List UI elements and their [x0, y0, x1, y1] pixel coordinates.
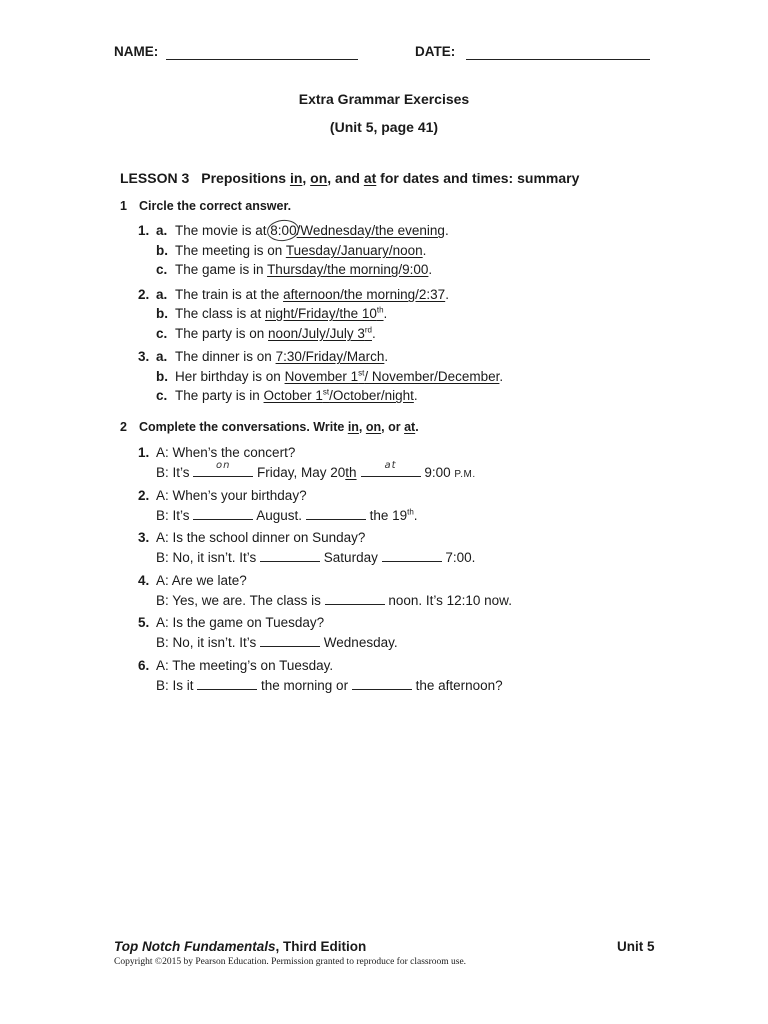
speaker-b-text: the afternoon? — [411, 678, 503, 693]
conversation-line-b — [156, 676, 503, 693]
item-letter: a. — [156, 349, 168, 364]
speaker-b-text: B: It’s — [156, 465, 194, 480]
word-on: on — [310, 170, 328, 186]
item-letter: c. — [156, 388, 168, 403]
answer-blank[interactable] — [352, 676, 412, 690]
word-in: in — [347, 420, 359, 434]
speaker-a-text: A: Is the game on Tuesday? — [156, 615, 325, 630]
book-edition: , Third Edition — [275, 939, 367, 954]
conversation-line-b — [156, 548, 475, 565]
footer-unit: Unit 5 — [617, 939, 655, 954]
item-stem: The meeting is on — [175, 243, 286, 258]
word-at: at — [404, 420, 416, 434]
punctuation: . — [445, 287, 449, 302]
punctuation: . — [444, 223, 449, 238]
copyright-notice: Copyright ©2015 by Pearson Education. Permission granted to reproduce for classroom use. — [114, 957, 467, 967]
item-letter: a. — [156, 223, 168, 238]
conversation-line-a — [138, 445, 295, 460]
conversation-line-a — [138, 658, 333, 673]
item-letter: a. — [156, 287, 168, 302]
item-letter: b. — [156, 243, 168, 258]
answer-options[interactable]: night/Friday/the 10 — [265, 306, 377, 321]
list-item — [138, 306, 387, 321]
item-number: 2. — [138, 488, 150, 503]
item-number: 3. — [138, 349, 150, 364]
separator: , — [358, 420, 366, 434]
item-letter: c. — [156, 262, 168, 277]
item-number: 3. — [138, 530, 150, 545]
answer-blank[interactable] — [197, 676, 257, 690]
ordinal-suffix: st — [358, 368, 365, 378]
time-suffix: P.M. — [454, 469, 476, 480]
speaker-b-text: Wednesday. — [320, 635, 398, 650]
speaker-b-text: the morning or — [257, 678, 352, 693]
page-title: Extra Grammar Exercises — [298, 91, 470, 107]
item-stem: The game is in — [175, 262, 268, 277]
speaker-a-text: A: The meeting’s on Tuesday. — [156, 658, 334, 673]
conversation-line-b — [156, 506, 418, 523]
answer-blank[interactable] — [382, 548, 442, 562]
footer-book-title — [114, 939, 366, 954]
ordinal-suffix: th — [376, 305, 384, 315]
word-at: at — [363, 170, 377, 186]
page-subtitle: (Unit 5, page 41) — [329, 119, 439, 135]
item-number: 5. — [138, 615, 150, 630]
circled-answer[interactable]: 8:00 — [270, 223, 297, 238]
punctuation: . — [383, 306, 388, 321]
item-stem: The party is on — [175, 326, 269, 341]
lesson-heading — [120, 170, 579, 186]
answer-options[interactable]: Thursday/the morning/9:00 — [267, 262, 429, 277]
item-stem: The dinner is on — [175, 349, 276, 364]
name-field[interactable] — [166, 45, 358, 60]
conversation-line-a — [138, 488, 307, 503]
answer-options[interactable]: afternoon/the morning/2:37 — [283, 287, 446, 302]
punctuation: . — [384, 349, 389, 364]
exercise-2-heading — [120, 420, 419, 434]
list-item — [138, 326, 376, 341]
conversation-line-b — [156, 633, 398, 650]
list-item — [138, 369, 503, 384]
punctuation: . — [422, 243, 427, 258]
conversation-line-a — [138, 530, 365, 545]
punctuation: . — [413, 508, 418, 523]
list-item — [138, 349, 388, 364]
speaker-a-text: A: Are we late? — [156, 573, 247, 588]
item-stem: The party is in — [175, 388, 264, 403]
ordinal-suffix: th — [407, 507, 414, 517]
exercise-instruction: Complete the conversations. Write — [138, 420, 348, 434]
exercise-number: 1 — [120, 199, 127, 213]
answer-blank[interactable] — [361, 460, 421, 477]
answer-options[interactable]: 7:30/Friday/March — [275, 349, 385, 364]
list-item — [138, 243, 426, 258]
punctuation: . — [371, 326, 376, 341]
exercise-number: 2 — [120, 420, 127, 434]
speaker-b-text: 7:00. — [441, 550, 476, 565]
speaker-b-text: Friday, May 20 — [253, 465, 346, 480]
conversation-line-b — [156, 460, 476, 480]
handwritten-answer: at — [384, 460, 397, 471]
speaker-b-text: the 19 — [365, 508, 408, 523]
lesson-label: LESSON 3 — [120, 170, 190, 186]
item-number: 2. — [138, 287, 150, 302]
list-item — [138, 388, 418, 403]
answer-blank[interactable] — [325, 591, 385, 605]
exercise-1-heading — [120, 199, 291, 213]
answer-options[interactable]: /October/night — [329, 388, 414, 403]
separator: , — [302, 170, 311, 186]
answer-options[interactable]: /Wednesday/the evening — [296, 223, 445, 238]
lesson-heading-text: Prepositions — [201, 170, 290, 186]
name-label: NAME: — [114, 44, 159, 59]
answer-blank[interactable] — [193, 506, 253, 520]
item-stem: The class is at — [175, 306, 266, 321]
date-field[interactable] — [466, 45, 650, 60]
speaker-b-text: B: It’s — [156, 508, 194, 523]
speaker-a-text: A: Is the school dinner on Sunday? — [156, 530, 366, 545]
answer-blank[interactable] — [193, 460, 253, 477]
answer-options[interactable]: October 1 — [263, 388, 323, 403]
item-stem: The movie is at — [175, 223, 271, 238]
speaker-b-text: B: No, it isn’t. It’s — [156, 550, 261, 565]
conversation-line-b — [156, 591, 512, 608]
speaker-b-text: th — [345, 465, 357, 480]
exercise-instruction: Circle the correct answer. — [138, 199, 292, 213]
answer-options[interactable]: Tuesday/January/noon — [285, 243, 423, 258]
list-item — [138, 223, 449, 238]
conversation-line-a — [138, 573, 247, 588]
speaker-b-text: 9:00 — [420, 465, 455, 480]
item-stem: Her birthday is on — [175, 369, 285, 384]
speaker-b-text: B: Yes, we are. The class is — [156, 593, 325, 608]
item-number: 4. — [138, 573, 150, 588]
answer-blank[interactable] — [260, 548, 320, 562]
speaker-a-text: A: When’s the concert? — [156, 445, 296, 460]
list-item — [138, 262, 432, 277]
speaker-b-text: B: No, it isn’t. It’s — [156, 635, 261, 650]
handwritten-answer: on — [216, 460, 231, 471]
punctuation: . — [415, 420, 419, 434]
speaker-b-text: August. — [253, 508, 306, 523]
word-on: on — [365, 420, 382, 434]
item-number: 1. — [138, 445, 150, 460]
item-letter: b. — [156, 369, 168, 384]
item-letter: c. — [156, 326, 168, 341]
item-number: 6. — [138, 658, 150, 673]
item-letter: b. — [156, 306, 168, 321]
separator: , and — [327, 170, 364, 186]
date-label: DATE: — [415, 44, 456, 59]
book-title: Top Notch Fundamentals — [114, 939, 276, 954]
speaker-b-text: noon. It’s 12:10 now. — [384, 593, 512, 608]
answer-blank[interactable] — [306, 506, 366, 520]
speaker-a-text: A: When’s your birthday? — [156, 488, 307, 503]
answer-options[interactable]: November 1 — [284, 369, 359, 384]
answer-blank[interactable] — [260, 633, 320, 647]
conversation-line-a — [138, 615, 324, 630]
lesson-heading-text: for dates and times: summary — [376, 170, 580, 186]
item-number: 1. — [138, 223, 150, 238]
list-item — [138, 287, 449, 302]
speaker-b-text: B: Is it — [156, 678, 198, 693]
item-stem: The train is at the — [175, 287, 284, 302]
word-in: in — [289, 170, 303, 186]
punctuation: . — [428, 262, 433, 277]
punctuation: . — [499, 369, 504, 384]
punctuation: . — [413, 388, 418, 403]
ordinal-suffix: st — [322, 387, 330, 397]
answer-options[interactable]: noon/July/July 3 — [268, 326, 365, 341]
answer-options[interactable]: / November/December — [364, 369, 500, 384]
ordinal-suffix: rd — [364, 325, 372, 335]
speaker-b-text: Saturday — [320, 550, 382, 565]
separator: , or — [381, 420, 405, 434]
